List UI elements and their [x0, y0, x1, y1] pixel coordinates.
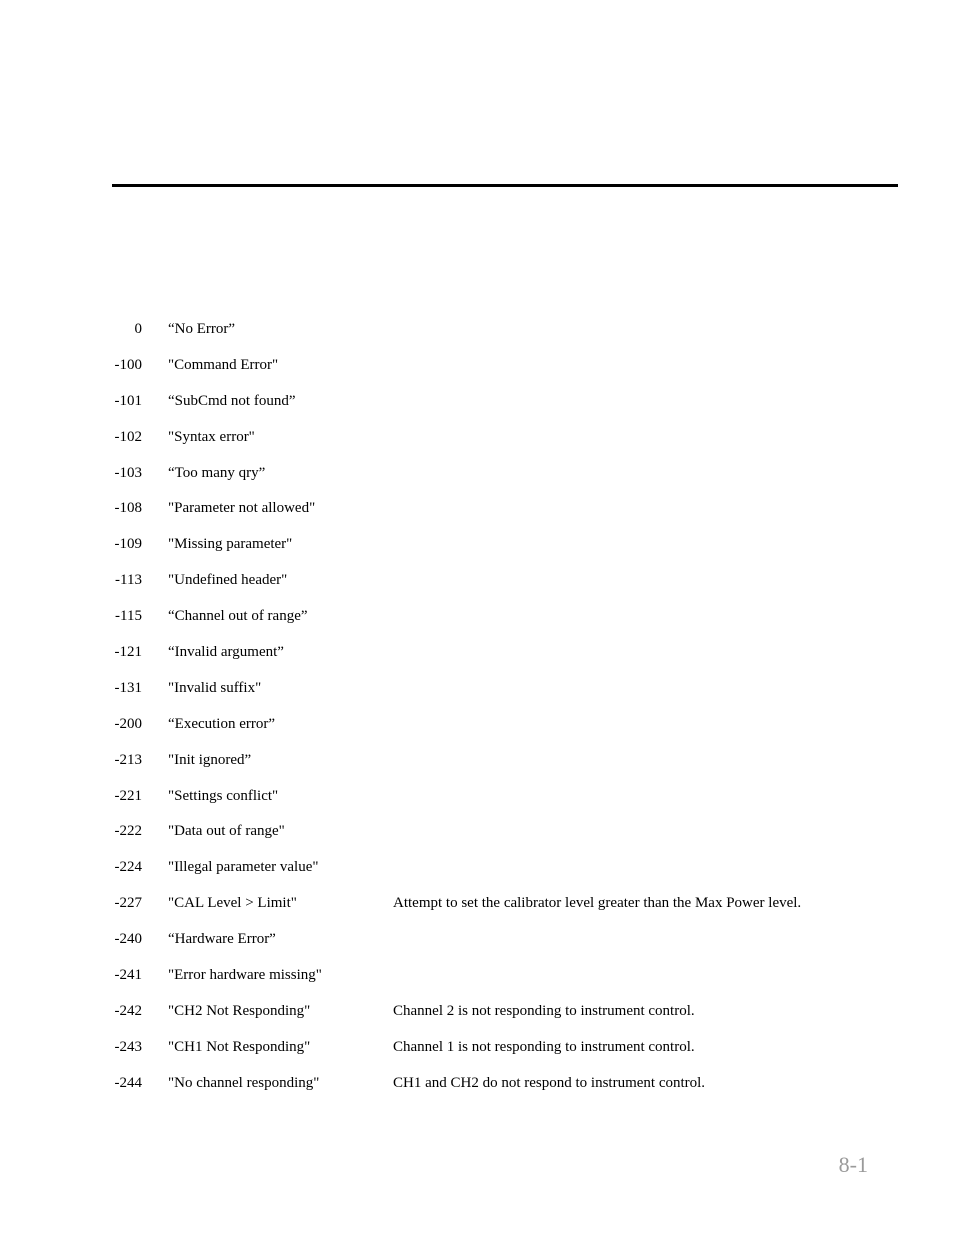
error-code: -100 [114, 356, 142, 373]
error-code: -115 [115, 608, 142, 625]
error-code: -227 [114, 895, 142, 912]
error-code: -109 [114, 536, 142, 553]
error-message: "Data out of range" [168, 823, 285, 840]
error-message: “Execution error” [168, 715, 276, 732]
error-row [0, 462, 954, 498]
error-message: “Too many qry” [168, 464, 266, 481]
error-message: "No channel responding" [168, 1074, 320, 1091]
error-message: "Illegal parameter value" [168, 859, 319, 876]
error-row [0, 569, 954, 605]
error-row [0, 641, 954, 677]
error-code: -240 [114, 931, 142, 948]
error-message: “Channel out of range” [168, 608, 308, 625]
error-code: -103 [114, 464, 142, 481]
error-row [0, 354, 954, 390]
error-message: “Invalid argument” [168, 644, 284, 661]
error-code: 0 [134, 321, 142, 337]
header-rule [112, 184, 898, 187]
error-description: Attempt to set the calibrator level greater than the Max Power level. [393, 895, 802, 912]
error-code: -244 [114, 1074, 142, 1091]
error-row [0, 1000, 954, 1036]
error-row [0, 1072, 954, 1108]
error-message: "CAL Level > Limit" [168, 895, 297, 912]
error-code: -222 [114, 823, 142, 840]
error-message: "Missing parameter" [168, 536, 293, 553]
error-row [0, 426, 954, 462]
error-row [0, 713, 954, 749]
error-row [0, 497, 954, 533]
error-row [0, 749, 954, 785]
error-code: -241 [114, 967, 142, 984]
error-message: "Syntax error" [168, 428, 255, 445]
error-code: -101 [114, 392, 142, 409]
error-code: -221 [114, 787, 142, 804]
error-code: -242 [114, 1002, 142, 1019]
error-message: "Init ignored” [168, 751, 252, 768]
error-description: CH1 and CH2 do not respond to instrument control. [393, 1074, 706, 1091]
error-code: -243 [114, 1038, 142, 1055]
error-message: "Invalid suffix" [168, 679, 262, 696]
error-code: -224 [114, 859, 142, 876]
error-row [0, 390, 954, 426]
error-message: “No Error” [168, 321, 236, 337]
error-message: "Error hardware missing" [168, 967, 322, 984]
error-code: -200 [114, 715, 142, 732]
error-message: "CH1 Not Responding" [168, 1038, 311, 1055]
error-row [0, 533, 954, 569]
error-message: "Undefined header" [168, 572, 288, 589]
error-code: -213 [114, 751, 142, 768]
error-message: "Settings conflict" [168, 787, 279, 804]
error-row [0, 892, 954, 928]
page-number: 8-1 [838, 1152, 868, 1177]
error-code: -131 [114, 679, 142, 696]
error-message: "CH2 Not Responding" [168, 1002, 311, 1019]
error-code: -108 [114, 500, 142, 517]
error-message: "Command Error" [168, 356, 279, 373]
error-row [0, 677, 954, 713]
error-message: "Parameter not allowed" [168, 500, 316, 517]
error-row [0, 964, 954, 1000]
error-row [0, 820, 954, 856]
error-row [0, 856, 954, 892]
error-row [0, 785, 954, 821]
error-message: “SubCmd not found” [168, 392, 296, 409]
error-description: Channel 2 is not responding to instrument control. [393, 1002, 695, 1019]
error-code: -113 [115, 572, 142, 589]
error-row [0, 318, 954, 354]
error-row [0, 605, 954, 641]
error-message: “Hardware Error” [168, 931, 276, 948]
error-code: -121 [114, 644, 142, 661]
error-row [0, 928, 954, 964]
error-description: Channel 1 is not responding to instrument control. [393, 1038, 695, 1055]
error-code: -102 [114, 428, 142, 445]
error-list [0, 318, 954, 1108]
error-row [0, 1036, 954, 1072]
